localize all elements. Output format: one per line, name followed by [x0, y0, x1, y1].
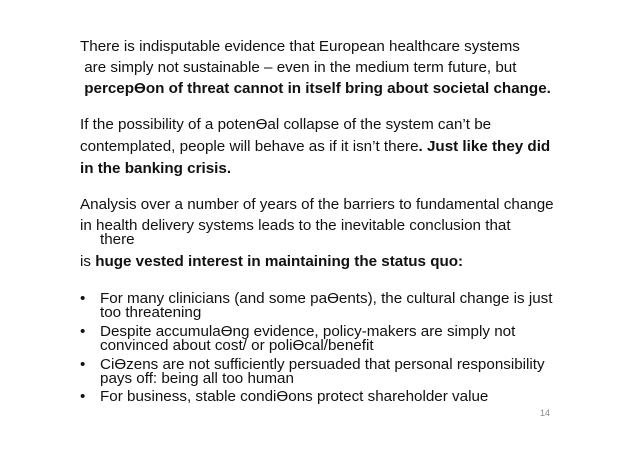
bullet-text-line1: For business, stable condiƟons protect shareholder value: [100, 388, 489, 405]
bullet-dot: •: [80, 388, 86, 405]
page-number: 14: [539, 408, 550, 418]
para1-line3: percepƟon of threat cannot in itself bring about societal change.: [80, 80, 551, 97]
para2-line2: [80, 138, 550, 156]
para2-line1: If the possibility of a potenƟal collapse of the system can’t be: [80, 116, 492, 133]
bullet-dot: •: [80, 323, 86, 340]
para3-line4: [80, 253, 463, 271]
para2-line3: in the banking crisis.: [80, 160, 232, 177]
para3-line4-bold: huge vested interest in maintaining the status quo:: [95, 253, 464, 270]
para2-line2-regular: contemplated, people will behave as if it isn’t there: [80, 138, 419, 155]
para3-line1: Analysis over a number of years of the barriers to fundamental change: [80, 196, 554, 213]
bullet-text-line2: convinced about cost/ or poliƟcal/benefit: [100, 337, 374, 354]
bullet-text-line1: Despite accumulaƟng evidence, policy-makers are simply not: [100, 323, 516, 340]
bullet-text-line2: too threatening: [100, 304, 202, 321]
para3-line2: in health delivery systems leads to the inevitable conclusion that: [80, 217, 511, 234]
bullet-dot: •: [80, 290, 86, 307]
para1-line1: There is indisputable evidence that European healthcare systems: [80, 38, 520, 55]
para1-line2: are simply not sustainable – even in the medium term future, but: [80, 59, 517, 76]
bullet-dot: •: [80, 356, 86, 373]
para3-line3: there: [100, 231, 135, 248]
bullet-text-line1: For many clinicians (and some paƟents), the cultural change is just: [100, 290, 553, 307]
bullet-text-line1: CiƟzens are not sufficiently persuaded that personal responsibility: [100, 356, 545, 373]
bullet-text-line2: pays off: being all too human: [100, 370, 294, 387]
para3-line4-regular: is: [80, 253, 96, 270]
para2-line2-bold: . Just like they did: [418, 138, 551, 155]
